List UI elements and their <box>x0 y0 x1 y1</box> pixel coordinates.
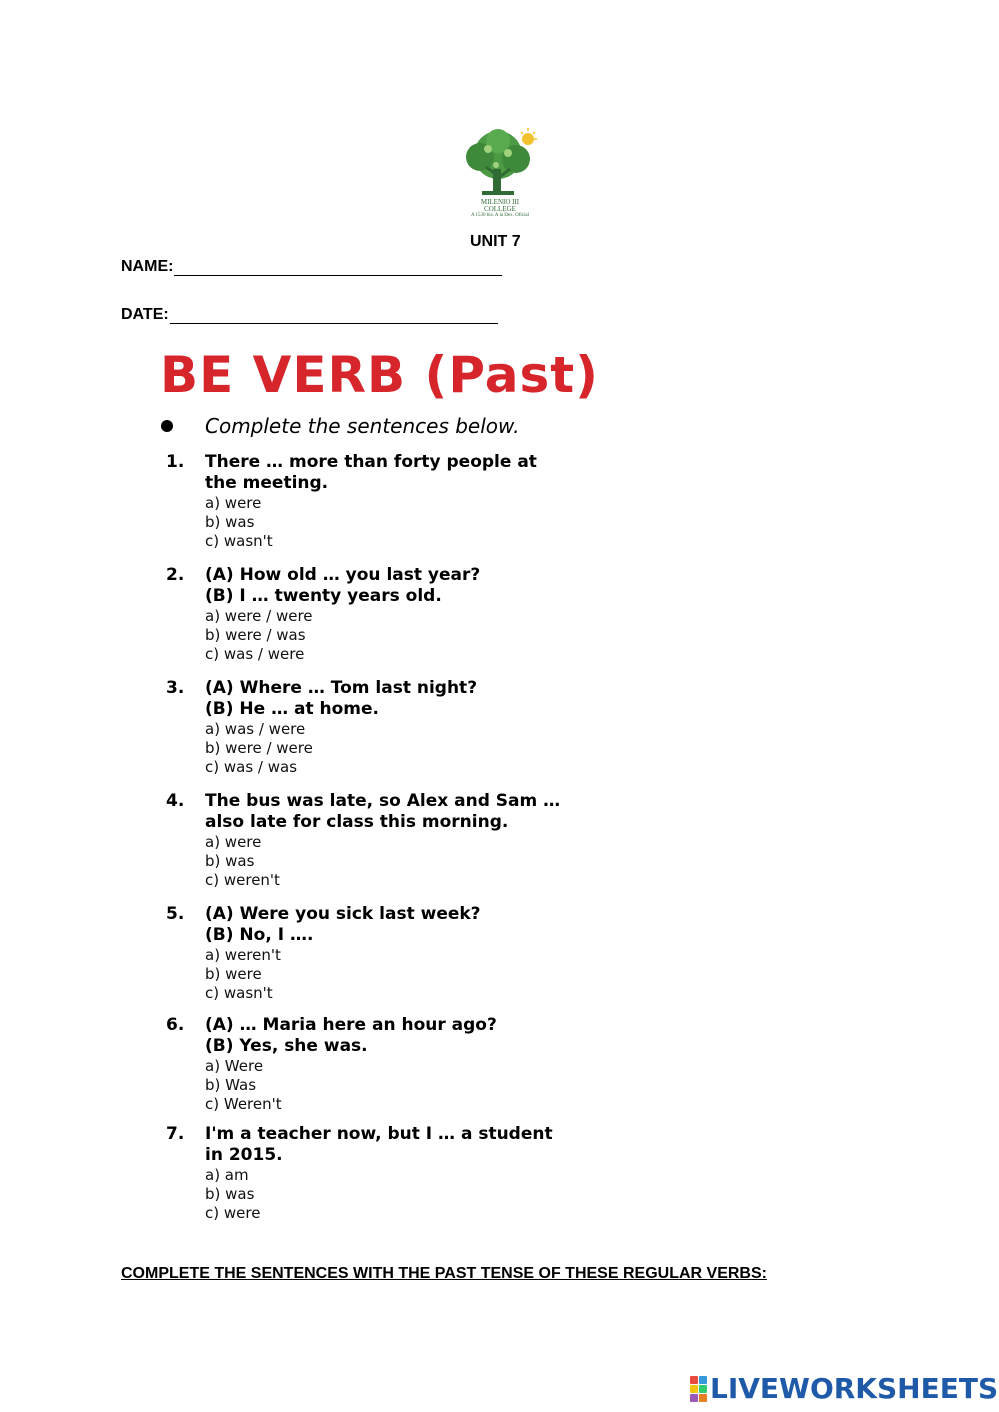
question-5 <box>166 904 626 1003</box>
option-b[interactable]: b) Was <box>205 1076 257 1094</box>
question-number: 7. <box>166 1124 185 1144</box>
logo-school-type: COLLEGE <box>484 205 516 213</box>
question-number: 5. <box>166 904 185 924</box>
name-label: NAME: <box>121 258 174 275</box>
liveworksheets-brand: LIVEWORKSHEETS <box>710 1372 999 1405</box>
logo-school-name: MILENIO III <box>480 198 520 206</box>
option-a[interactable]: a) weren't <box>205 946 281 964</box>
question-line: also late for class this morning. <box>205 812 509 832</box>
question-line: (B) No, I …. <box>205 925 314 945</box>
option-b[interactable]: b) were / were <box>205 739 313 757</box>
question-line: (A) Where … Tom last night? <box>205 678 478 698</box>
question-4 <box>166 791 626 890</box>
option-c[interactable]: c) weren't <box>205 871 280 889</box>
question-6 <box>166 1015 626 1114</box>
question-line: in 2015. <box>205 1145 283 1165</box>
option-a[interactable]: a) am <box>205 1166 249 1184</box>
liveworksheets-logo[interactable] <box>690 1372 998 1405</box>
question-line: (B) Yes, she was. <box>205 1036 368 1056</box>
instruction-text: Complete the sentences below. <box>205 414 520 438</box>
name-answer-line[interactable] <box>174 260 502 276</box>
date-answer-line[interactable] <box>170 308 498 324</box>
tree-logo-icon <box>460 127 540 199</box>
option-c[interactable]: c) Weren't <box>205 1095 282 1113</box>
date-field <box>121 306 498 324</box>
unit-title: UNIT 7 <box>470 233 521 250</box>
question-number: 3. <box>166 678 185 698</box>
question-number: 1. <box>166 452 185 472</box>
option-a[interactable]: a) were <box>205 494 262 512</box>
bullet-icon <box>161 420 173 432</box>
logo-subtitle: A 1530 bis. A la Dex. Oficial <box>470 213 530 218</box>
option-b[interactable]: b) were <box>205 965 262 983</box>
option-b[interactable]: b) was <box>205 852 255 870</box>
question-line: (A) Were you sick last week? <box>205 904 481 924</box>
exercise-instruction <box>161 414 519 438</box>
section-instruction: COMPLETE THE SENTENCES WITH THE PAST TENSE OF THESE REGULAR VERBS: <box>121 1265 767 1282</box>
question-7 <box>166 1124 626 1223</box>
option-c[interactable]: c) were <box>205 1204 261 1222</box>
option-c[interactable]: c) wasn't <box>205 532 273 550</box>
question-line: I'm a teacher now, but I … a student <box>205 1124 553 1144</box>
option-c[interactable]: c) was / was <box>205 758 298 776</box>
exercise-title: BE VERB (Past) <box>160 346 599 404</box>
question-number: 6. <box>166 1015 185 1035</box>
question-1 <box>166 452 626 551</box>
option-a[interactable]: a) was / were <box>205 720 306 738</box>
liveworksheets-blocks-icon <box>690 1376 707 1402</box>
option-c[interactable]: c) wasn't <box>205 984 273 1002</box>
option-b[interactable]: b) was <box>205 1185 255 1203</box>
option-a[interactable]: a) Were <box>205 1057 264 1075</box>
option-c[interactable]: c) was / were <box>205 645 305 663</box>
option-a[interactable]: a) were / were <box>205 607 313 625</box>
question-number: 4. <box>166 791 185 811</box>
question-line: (B) I … twenty years old. <box>205 586 442 606</box>
question-line: the meeting. <box>205 473 329 493</box>
question-3 <box>166 678 626 777</box>
question-2 <box>166 565 626 664</box>
question-line: (B) He … at home. <box>205 699 380 719</box>
question-number: 2. <box>166 565 185 585</box>
option-b[interactable]: b) was <box>205 513 255 531</box>
option-b[interactable]: b) were / was <box>205 626 306 644</box>
question-line: (A) How old … you last year? <box>205 565 481 585</box>
name-field <box>121 258 502 276</box>
question-line: The bus was late, so Alex and Sam … <box>205 791 561 811</box>
question-line: There … more than forty people at <box>205 452 537 472</box>
date-label: DATE: <box>121 306 169 323</box>
question-line: (A) … Maria here an hour ago? <box>205 1015 497 1035</box>
option-a[interactable]: a) were <box>205 833 262 851</box>
